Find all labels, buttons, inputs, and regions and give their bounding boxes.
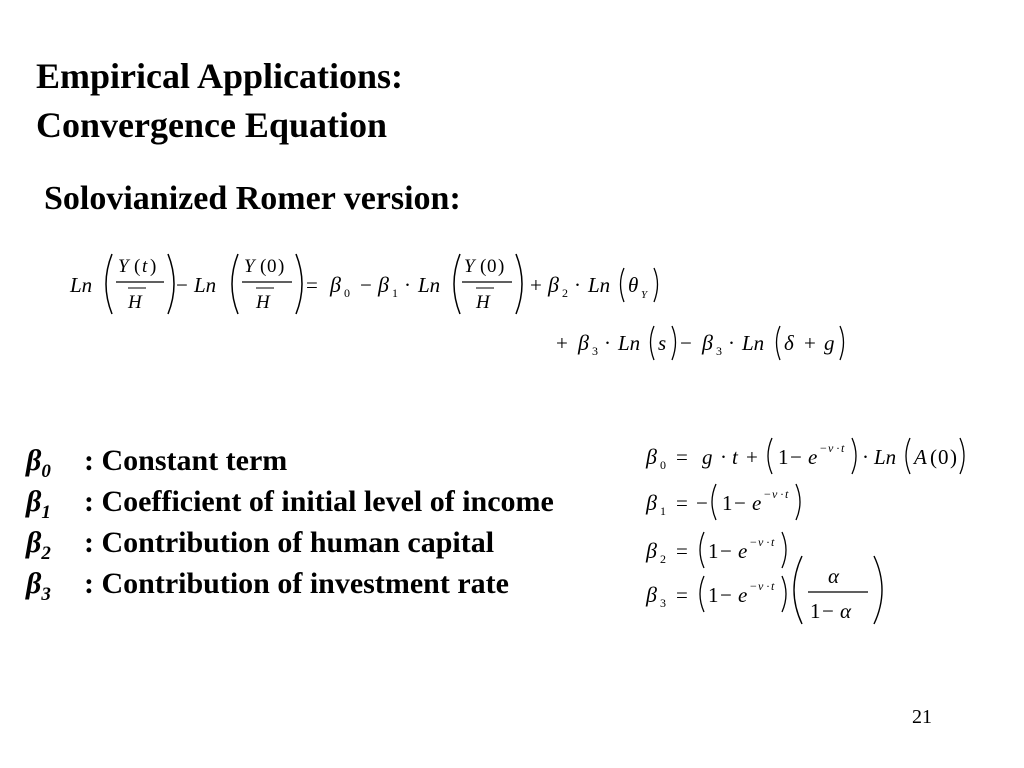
legend-item-beta3 — [26, 567, 554, 608]
svg-text:(: ( — [930, 445, 937, 469]
svg-text:3: 3 — [716, 344, 722, 358]
svg-text:ν: ν — [772, 487, 778, 501]
svg-text:g: g — [702, 445, 713, 469]
svg-text:(: ( — [134, 256, 141, 277]
svg-text:−: − — [696, 491, 708, 515]
svg-text:−: − — [360, 273, 372, 297]
svg-text:α: α — [840, 599, 852, 623]
legend-symbol: $\beta_2$ — [26, 526, 51, 564]
svg-text:1: 1 — [722, 491, 733, 515]
svg-text:A: A — [914, 445, 927, 469]
svg-text:β: β — [548, 272, 559, 297]
svg-text:e: e — [752, 491, 762, 515]
svg-text:β: β — [646, 538, 657, 563]
svg-text:−: − — [720, 583, 732, 607]
svg-text:0: 0 — [344, 286, 350, 300]
svg-text:β: β — [646, 444, 657, 469]
svg-text:·: · — [574, 273, 581, 297]
svg-text:3: 3 — [660, 596, 666, 610]
svg-text:): ) — [498, 256, 505, 277]
legend-description: : Contribution of human capital — [84, 526, 495, 559]
svg-text:−: − — [680, 331, 692, 355]
svg-text:·: · — [766, 579, 770, 593]
legend-description: : Constant term — [84, 444, 288, 477]
svg-text:−: − — [176, 273, 188, 297]
svg-text:ν: ν — [758, 579, 764, 593]
paren-left — [106, 254, 112, 314]
svg-text:(: ( — [480, 256, 487, 277]
convergence-equation — [60, 240, 880, 370]
svg-text:t: t — [771, 579, 775, 593]
svg-text:1: 1 — [778, 445, 789, 469]
svg-text:Ln: Ln — [418, 273, 441, 297]
svg-text:e: e — [808, 445, 818, 469]
paren-right — [168, 254, 174, 314]
svg-text:−: − — [720, 539, 732, 563]
svg-text:·: · — [720, 445, 727, 469]
svg-text:−: − — [734, 491, 746, 515]
svg-text:β: β — [378, 272, 389, 297]
svg-text:β: β — [646, 490, 657, 515]
svg-text:H: H — [476, 292, 490, 313]
svg-text:Y: Y — [464, 256, 475, 277]
svg-text:β: β — [330, 272, 341, 297]
svg-text:1: 1 — [660, 504, 666, 518]
svg-text:=: = — [676, 491, 688, 515]
svg-text:·: · — [728, 331, 735, 355]
svg-text:0: 0 — [660, 458, 666, 472]
svg-text:t: t — [732, 445, 738, 469]
svg-text:α: α — [828, 564, 840, 588]
legend-item-beta1 — [26, 485, 554, 526]
svg-text:H: H — [256, 292, 270, 313]
svg-text:e: e — [738, 583, 748, 607]
svg-text:=: = — [676, 583, 688, 607]
svg-text:β: β — [578, 330, 589, 355]
coefficient-equations — [636, 428, 1006, 638]
svg-text:g: g — [824, 331, 835, 355]
svg-text:t: t — [841, 441, 845, 455]
svg-text:·: · — [766, 535, 770, 549]
slide-subtitle: Solovianized Romer version: — [44, 180, 461, 217]
svg-text:−: − — [750, 579, 757, 593]
svg-text:1: 1 — [810, 599, 821, 623]
svg-text:ν: ν — [758, 535, 764, 549]
svg-text:δ: δ — [784, 331, 794, 355]
svg-text:Ln: Ln — [618, 331, 641, 355]
t-text: t — [142, 256, 148, 277]
svg-text:0: 0 — [487, 256, 497, 277]
svg-text:1: 1 — [392, 286, 398, 300]
svg-text:Y: Y — [244, 256, 255, 277]
svg-text:): ) — [950, 445, 957, 469]
svg-text:Ln: Ln — [874, 445, 897, 469]
svg-text:β: β — [646, 582, 657, 607]
svg-text:+: + — [804, 331, 816, 355]
svg-text:β: β — [702, 330, 713, 355]
svg-text:2: 2 — [562, 286, 568, 300]
svg-text:t: t — [785, 487, 789, 501]
legend-item-beta0 — [26, 444, 554, 485]
svg-text:1: 1 — [708, 583, 719, 607]
svg-text:0: 0 — [938, 445, 949, 469]
svg-text:−: − — [822, 599, 834, 623]
svg-text:e: e — [738, 539, 748, 563]
svg-text:+: + — [556, 331, 568, 355]
svg-text:+: + — [530, 273, 542, 297]
legend-symbol: $\beta_0$ — [26, 444, 51, 482]
svg-text:=: = — [676, 539, 688, 563]
page-number: 21 — [912, 706, 932, 728]
legend-item-beta2 — [26, 526, 554, 567]
svg-text:+: + — [746, 445, 758, 469]
svg-text:=: = — [306, 273, 318, 297]
svg-text:ν: ν — [828, 441, 834, 455]
svg-text:0: 0 — [267, 256, 277, 277]
svg-text:·: · — [604, 331, 611, 355]
svg-text:−: − — [750, 535, 757, 549]
svg-text:): ) — [278, 256, 285, 277]
svg-text:·: · — [780, 487, 784, 501]
svg-text:): ) — [150, 256, 157, 277]
title-line-2: Convergence Equation — [36, 105, 387, 145]
svg-text:−: − — [820, 441, 827, 455]
y-text: Y — [118, 256, 129, 277]
svg-text:−: − — [790, 445, 802, 469]
svg-text:·: · — [404, 273, 411, 297]
svg-text:Ln: Ln — [194, 273, 217, 297]
svg-text:(: ( — [260, 256, 267, 277]
legend-symbol: $\beta_3$ — [26, 567, 51, 605]
svg-text:3: 3 — [592, 344, 598, 358]
svg-text:−: − — [764, 487, 771, 501]
svg-text:·: · — [836, 441, 840, 455]
svg-text:·: · — [862, 445, 869, 469]
svg-text:Y: Y — [641, 289, 648, 301]
h-text: H — [128, 292, 142, 313]
slide-title — [36, 52, 403, 150]
title-line-1: Empirical Applications: — [36, 56, 404, 96]
ln-text: Ln — [70, 273, 93, 297]
svg-text:=: = — [676, 445, 688, 469]
svg-text:s: s — [658, 331, 667, 355]
beta-legend — [26, 444, 554, 608]
svg-text:Ln: Ln — [742, 331, 765, 355]
legend-description: : Coefficient of initial level of income — [84, 485, 554, 518]
legend-description: : Contribution of investment rate — [84, 567, 509, 600]
svg-text:θ: θ — [628, 273, 639, 297]
svg-text:1: 1 — [708, 539, 719, 563]
svg-text:Ln: Ln — [588, 273, 611, 297]
svg-text:2: 2 — [660, 552, 666, 566]
svg-text:t: t — [771, 535, 775, 549]
legend-symbol: $\beta_1$ — [26, 485, 51, 523]
